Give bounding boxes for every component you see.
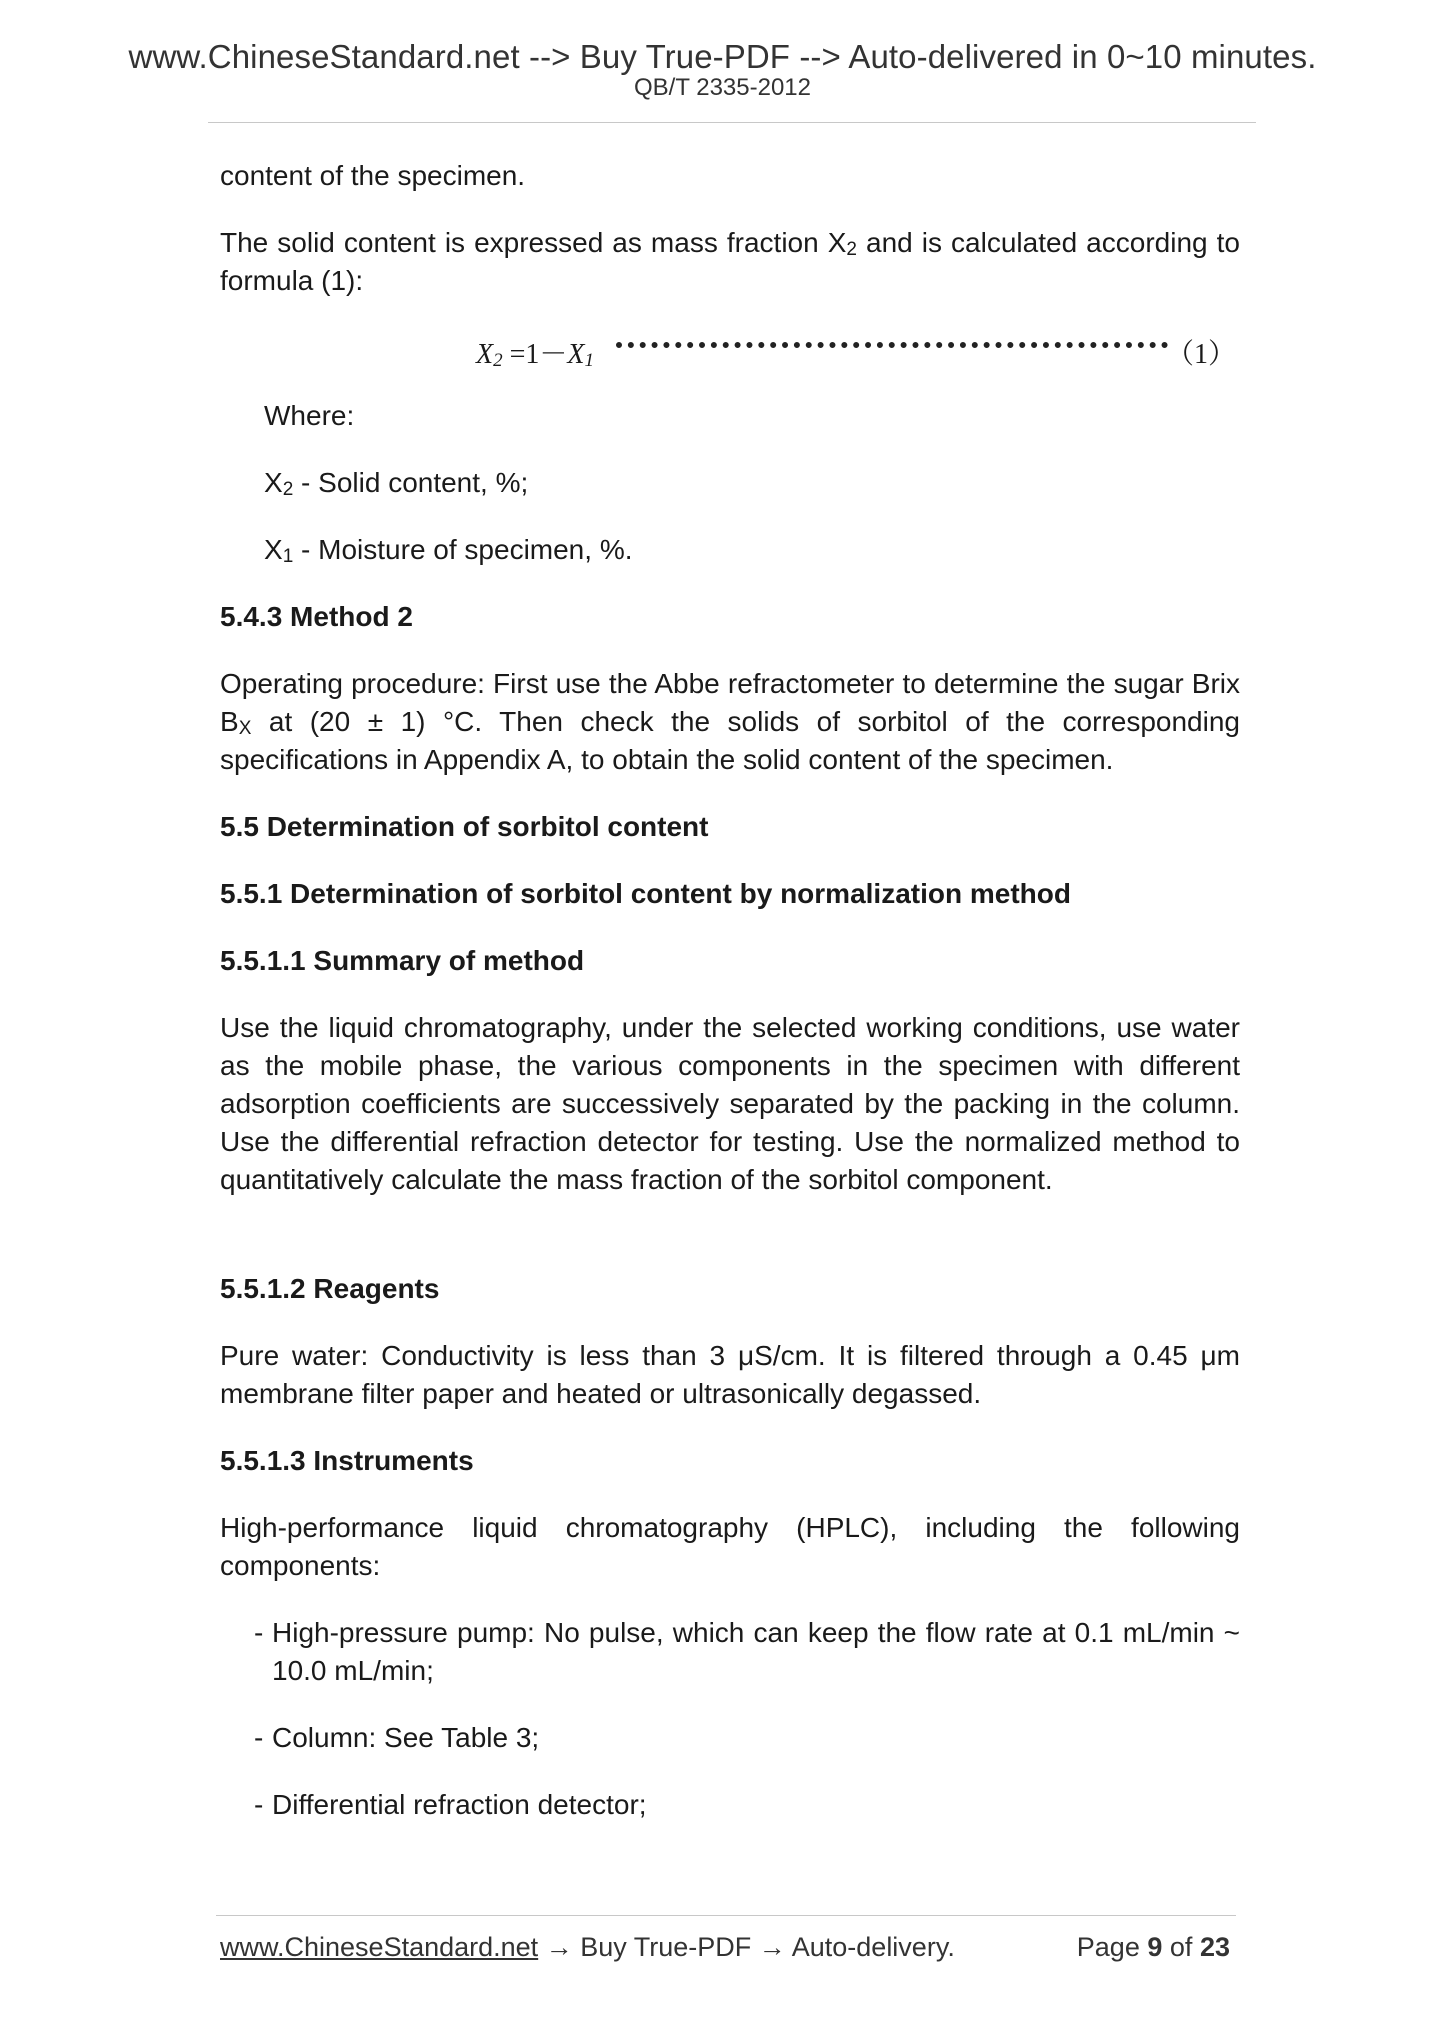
footer-links — [220, 1932, 955, 1963]
heading-5-5-1: 5.5.1 Determination of sorbitol content by normalization method — [220, 878, 1071, 909]
list-dash: - — [254, 1617, 264, 1648]
formula-1 — [256, 332, 1240, 371]
list-item-text: Column: See Table 3; — [272, 1722, 540, 1753]
page-total: 23 — [1199, 1932, 1230, 1962]
formula-operator: =1－ — [502, 339, 568, 370]
var: X — [264, 467, 283, 498]
where-label: Where: — [264, 400, 355, 431]
heading-5-5-1-1: 5.5.1.1 Summary of method — [220, 945, 585, 976]
formula-number: （1） — [1165, 339, 1236, 370]
footer-divider — [216, 1915, 1236, 1916]
subscript: X — [238, 718, 252, 739]
paragraph-reagents: Pure water: Conductivity is less than 3 μS/cm. It is filtered through a 0.45 μm membrane filter paper and heated or ultrasonically degassed. — [220, 1340, 1240, 1409]
text-run: - Moisture of specimen, %. — [293, 534, 633, 565]
footer-site-link[interactable]: www.ChineseStandard.net — [220, 1932, 539, 1962]
formula-leader-dots — [616, 342, 1168, 348]
text-run: and is calculated according to formula (1): — [220, 227, 1240, 296]
paragraph-specimen-content: content of the specimen. — [220, 160, 526, 191]
paragraph-solid-content — [220, 224, 1240, 300]
var: X — [264, 534, 283, 565]
formula-var: X — [476, 339, 494, 370]
standard-number: QB/T 2335-2012 — [633, 74, 811, 101]
formula-var: X — [567, 339, 585, 370]
subscript: 2 — [846, 239, 857, 260]
paragraph-summary-of-method: Use the liquid chromatography, under the selected working conditions, use water as the mobile phase, the various components in the specimen with different adsorption coefficients are successively separated by the packing in the column. Use the differential refraction detector for testing. Use the normalized method to quantitatively calculate the mass fraction of the sorbitol component. — [220, 1012, 1240, 1195]
subscript: 2 — [493, 350, 503, 371]
list-item-text: High-pressure pump: No pulse, which can keep the flow rate at 0.1 mL/min ~ 10.0 mL/min; — [272, 1617, 1240, 1686]
list-item-column — [254, 1719, 1240, 1757]
subscript: 1 — [584, 350, 595, 371]
of-label: of — [1169, 1932, 1193, 1962]
definition-x1 — [264, 531, 1240, 569]
list-dash: - — [254, 1789, 264, 1820]
heading-5-5-1-2: 5.5.1.2 Reagents — [220, 1273, 440, 1304]
text-run: Operating procedure: First use the Abbe refractometer to determine the sugar Brix B — [220, 668, 1240, 737]
text-run: at (20 ± 1) °C. Then check the solids of sorbitol of the corresponding specifications in Appendix A, to obtain the solid content of the specimen. — [220, 706, 1240, 775]
heading-5-4-3: 5.4.3 Method 2 — [220, 601, 413, 632]
paragraph-method-2 — [220, 665, 1240, 779]
list-dash: - — [254, 1722, 264, 1753]
page-number: 9 — [1147, 1932, 1163, 1962]
header-divider — [208, 122, 1256, 123]
site-banner: www.ChineseStandard.net --> Buy True-PDF --> Auto-delivered in 0~10 minutes. — [128, 38, 1317, 75]
heading-5-5-1-3: 5.5.1.3 Instruments — [220, 1445, 474, 1476]
paragraph-instruments: High-performance liquid chromatography (HPLC), including the following components: — [220, 1512, 1240, 1581]
heading-5-5: 5.5 Determination of sorbitol content — [220, 811, 709, 842]
page-label: Page — [1076, 1932, 1140, 1962]
subscript: 1 — [282, 546, 294, 567]
page-indicator — [1077, 1932, 1230, 1963]
definition-x2 — [264, 464, 1240, 502]
subscript: 2 — [282, 479, 294, 500]
list-item-pump — [254, 1614, 1240, 1690]
text-run: The solid content is expressed as mass fraction X — [220, 227, 847, 258]
list-item-detector — [254, 1786, 1240, 1824]
footer-text: → Buy True-PDF → Auto-delivery. — [538, 1932, 955, 1962]
formula-expression — [476, 332, 594, 372]
list-item-text: Differential refraction detector; — [272, 1789, 647, 1820]
text-run: - Solid content, %; — [293, 467, 529, 498]
